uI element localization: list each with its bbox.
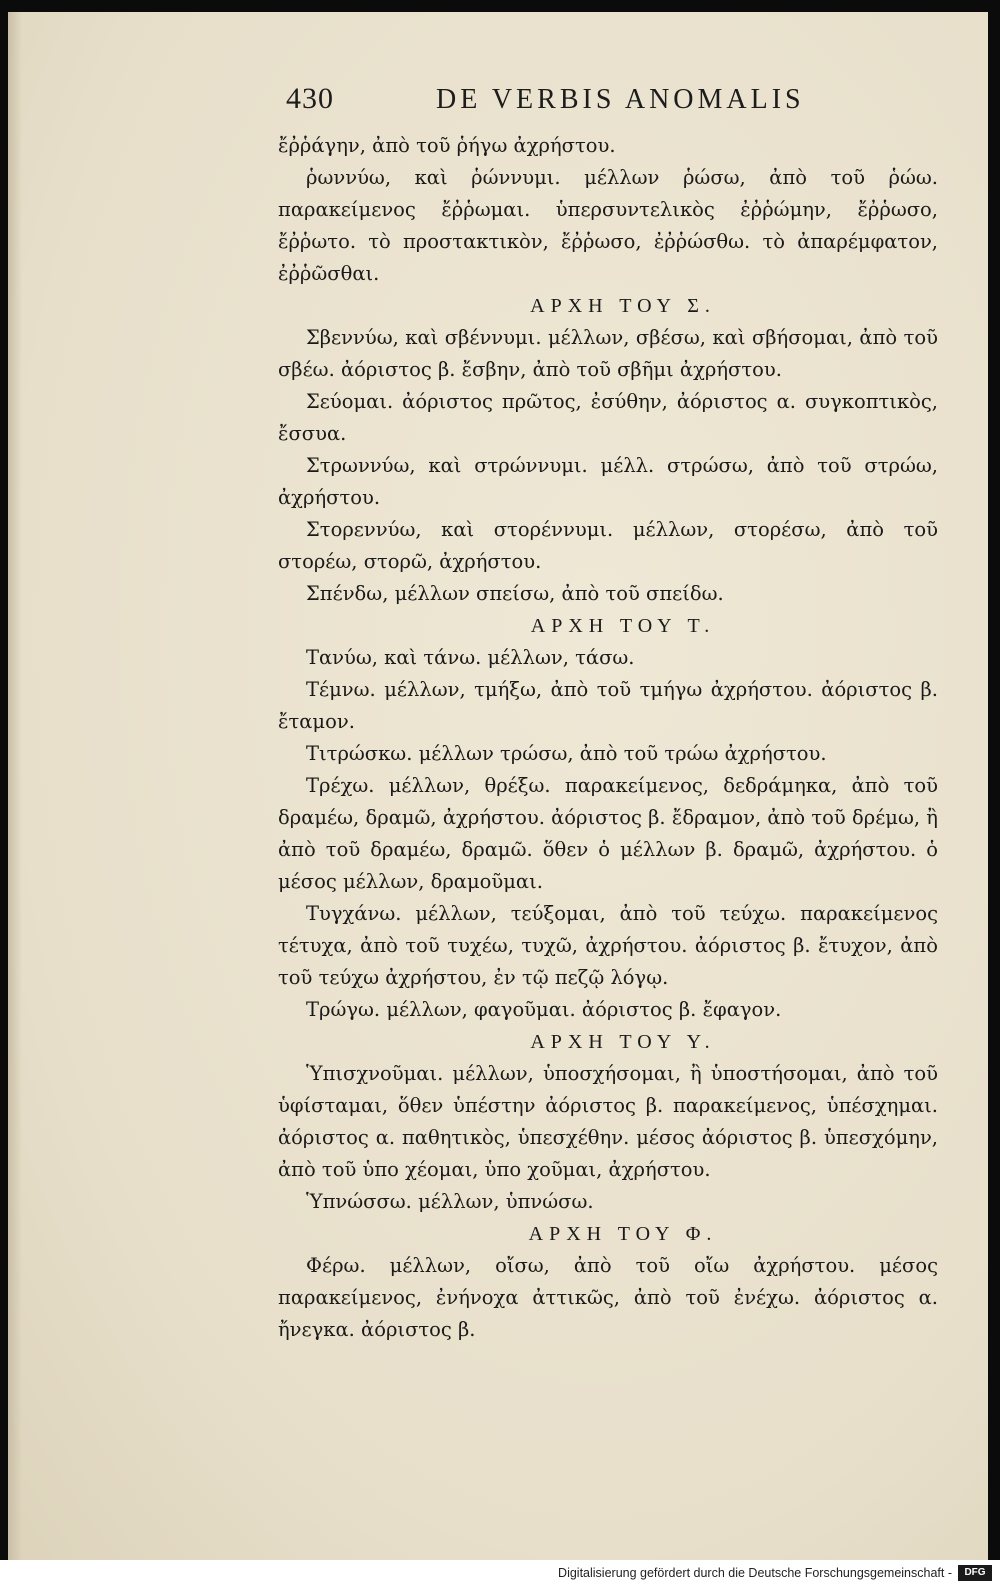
paragraph: Φέρω. μέλλων, οἴσω, ἀπὸ τοῦ οἴω ἀχρήστου. μέσος παρακείμενος, ἐνήνοχα ἀττικῶς, ἀπὸ τοῦ ἐνέχω. ἀόριστος α. ἤνεγκα. ἀόριστος β. — [278, 1254, 938, 1341]
paragraph: Τέμνω. μέλλων, τμήξω, ἀπὸ τοῦ τμήγω ἀχρήστου. ἀόριστος β. ἔταμον. — [278, 678, 938, 733]
paragraph: Στορεννύω, καὶ στορέννυμι. μέλλων, στορέσω, ἀπὸ τοῦ στορέω, στορῶ, ἀχρήστου. — [278, 518, 938, 573]
section-heading: ΑΡΧΗ ΤΟΥ Σ. — [530, 295, 716, 317]
section-heading: ΑΡΧΗ ΤΟΥ Τ. — [530, 615, 716, 637]
main-text — [278, 130, 938, 1346]
dfg-logo: DFG — [958, 1565, 992, 1581]
paragraph: Ὑπισχνοῦμαι. μέλλων, ὑποσχήσομαι, ἢ ὑποστήσομαι, ἀπὸ τοῦ ὑφίσταμαι, ὅθεν ὑπέστην ἀόριστος β. παρακείμενος, ὑπέσχημαι. ἀόριστος α. παθητικὸς, ὑπεσχέθην. μέσος ἀόριστος β. ὑπεσχόμην, ἀπὸ τοῦ ὑπο χέομαι, ὑπο χοῦμαι, ἀχρήστου. — [278, 1062, 938, 1181]
running-title: DE VERBIS ANOMALIS — [436, 84, 805, 115]
paragraph: Τρώγω. μέλλων, φαγοῦμαι. ἀόριστος β. ἔφαγον. — [306, 998, 782, 1021]
book-page — [8, 12, 988, 1560]
paragraph: Τιτρώσκω. μέλλων τρώσω, ἀπὸ τοῦ τρώω ἀχρήστου. — [306, 742, 827, 765]
funding-credit: Digitalisierung gefördert durch die Deutsche Forschungsgemeinschaft - — [558, 1566, 952, 1580]
digitization-footer — [0, 1560, 1000, 1588]
page-gutter-shadow — [8, 12, 22, 1560]
paragraph: Σβεννύω, καὶ σβέννυμι. μέλλων, σβέσω, καὶ σβήσομαι, ἀπὸ τοῦ σβέω. ἀόριστος β. ἔσβην, ἀπὸ τοῦ σβῆμι ἀχρήστου. — [278, 326, 938, 381]
paragraph: ῥωννύω, καὶ ῥώννυμι. μέλλων ῥώσω, ἀπὸ τοῦ ῥώω. παρακείμενος ἔῤῥωμαι. ὑπερσυντελικὸς ἐῤῥώμην, ἔῤῥωσο, ἔῤῥωτο. τὸ προστακτικὸν, ἔῤῥωσο, ἐῤῥώσθω. τὸ ἀπαρέμφατον, ἐῤῥῶσθαι. — [278, 166, 938, 285]
paragraph: Ὑπνώσσω. μέλλων, ὑπνώσω. — [306, 1190, 594, 1213]
page-header — [286, 82, 866, 126]
section-heading: ΑΡΧΗ ΤΟΥ Υ. — [530, 1031, 716, 1053]
paragraph: Σπένδω, μέλλων σπείσω, ἀπὸ τοῦ σπείδω. — [306, 582, 724, 605]
section-heading: ΑΡΧΗ ΤΟΥ Φ. — [528, 1223, 718, 1245]
paragraph: Τανύω, καὶ τάνω. μέλλων, τάσω. — [306, 646, 635, 669]
page-number: 430 — [286, 82, 334, 115]
paragraph: Σεύομαι. ἀόριστος πρῶτος, ἐσύθην, ἀόριστος α. συγκοπτικὸς, ἔσσυα. — [278, 390, 938, 445]
paragraph: ἔῤῥάγην, ἀπὸ τοῦ ῥήγω ἀχρήστου. — [278, 134, 616, 157]
paragraph: Στρωννύω, καὶ στρώννυμι. μέλλ. στρώσω, ἀπὸ τοῦ στρώω, ἀχρήστου. — [278, 454, 938, 509]
paragraph: Τρέχω. μέλλων, θρέξω. παρακείμενος, δεδράμηκα, ἀπὸ τοῦ δραμέω, δραμῶ, ἀχρήστου. ἀόριστος β. ἔδραμον, ἀπὸ τοῦ δρέμω, ἢ ἀπὸ τοῦ δραμέω, δραμῶ. ὅθεν ὁ μέλλων β. δραμῶ, ἀχρήστου. ὁ μέσος μέλλων, δραμοῦμαι. — [278, 774, 938, 893]
paragraph: Τυγχάνω. μέλλων, τεύξομαι, ἀπὸ τοῦ τεύχω. παρακείμενος τέτυχα, ἀπὸ τοῦ τυχέω, τυχῶ, ἀχρήστου. ἀόριστος β. ἔτυχον, ἀπὸ τοῦ τεύχω ἀχρήστου, ἐν τῷ πεζῷ λόγῳ. — [278, 902, 938, 989]
